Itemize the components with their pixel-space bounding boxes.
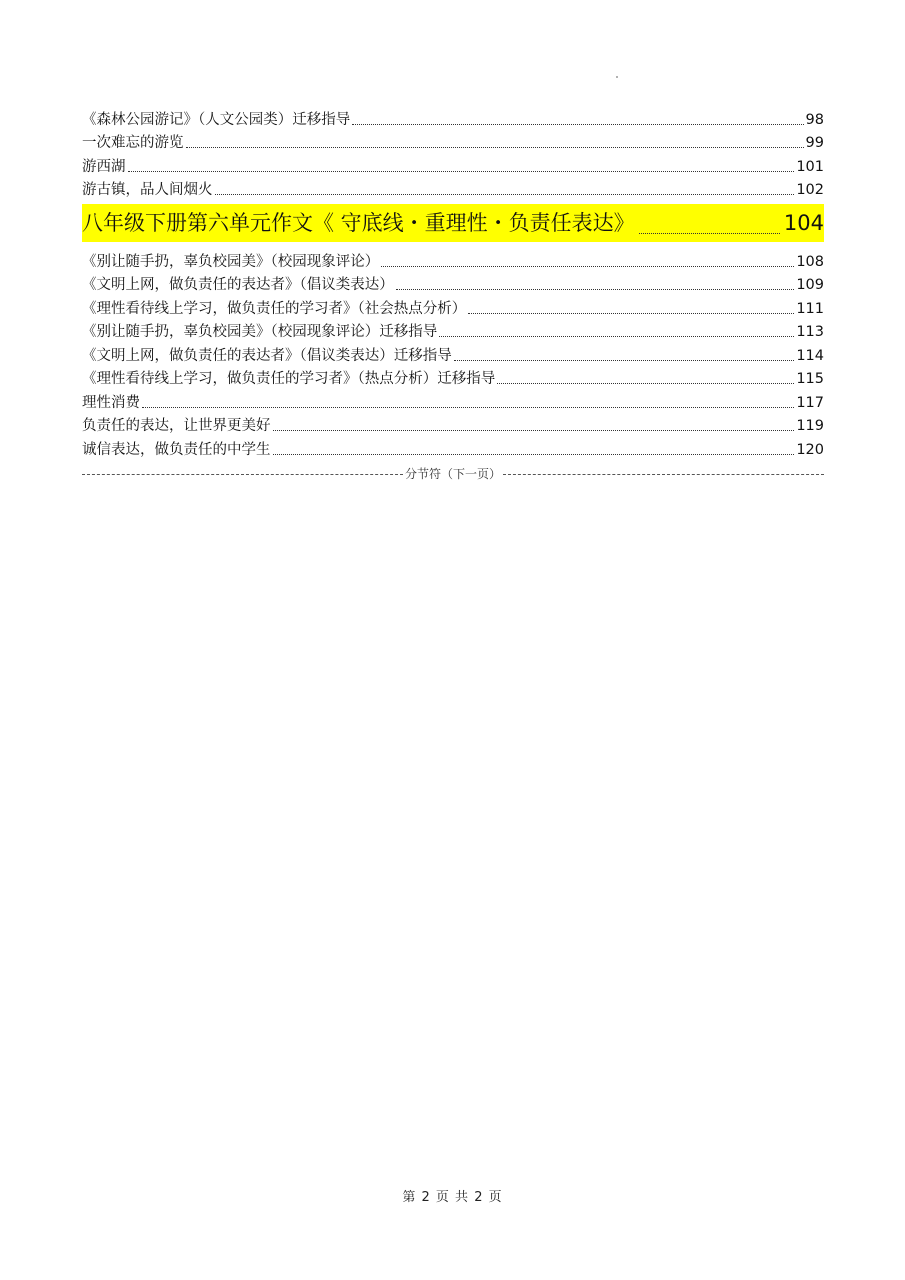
toc-entry-page: 98 bbox=[805, 111, 824, 128]
toc-entry-title: 一次难忘的游览 bbox=[82, 135, 184, 151]
toc-leader-dots bbox=[273, 430, 795, 431]
stray-dot bbox=[616, 76, 618, 78]
toc-leader-dots bbox=[186, 147, 804, 148]
toc-heading-page: 104 bbox=[783, 211, 824, 235]
section-break-label: 分节符（下一页） bbox=[405, 467, 502, 481]
toc-heading-highlighted[interactable] bbox=[82, 204, 824, 242]
toc-entry[interactable] bbox=[82, 389, 824, 413]
toc-entry-title: 《森林公园游记》（人文公园类）迁移指导 bbox=[82, 111, 351, 128]
toc-entry-page: 115 bbox=[796, 371, 824, 387]
toc-entry-title: 《别让随手扔，辜负校园美》（校园现象评论）迁移指导 bbox=[82, 324, 438, 340]
toc-entry-title: 诚信表达，做负责任的中学生 bbox=[82, 441, 271, 458]
toc-entry-title: 游古镇，品人间烟火 bbox=[82, 182, 213, 198]
toc-leader-dots bbox=[639, 233, 780, 234]
toc-entry-title: 游西湖 bbox=[82, 158, 126, 175]
toc-entry-page: 108 bbox=[796, 253, 824, 270]
toc-leader-dots bbox=[273, 454, 795, 455]
section-break-line-left bbox=[82, 474, 403, 475]
toc-entry[interactable] bbox=[82, 130, 824, 154]
toc-entry-page: 119 bbox=[796, 418, 824, 434]
table-of-contents bbox=[82, 106, 824, 460]
toc-entry-page: 114 bbox=[796, 347, 824, 364]
toc-leader-dots bbox=[497, 383, 794, 384]
toc-entry[interactable] bbox=[82, 413, 824, 437]
toc-entry[interactable] bbox=[82, 342, 824, 366]
toc-entry[interactable] bbox=[82, 177, 824, 201]
toc-entry[interactable] bbox=[82, 248, 824, 272]
toc-entry-page: 99 bbox=[805, 135, 824, 151]
toc-entry-title: 负责任的表达，让世界更美好 bbox=[82, 418, 271, 434]
toc-entry-page: 101 bbox=[796, 158, 824, 175]
page-footer: 第 2 页 共 2 页 bbox=[402, 1190, 503, 1205]
toc-heading-title: 八年级下册第六单元作文《 守底线・重理性・负责任表达》 bbox=[82, 211, 635, 235]
toc-leader-dots bbox=[454, 360, 795, 361]
toc-entry-page: 109 bbox=[796, 277, 824, 293]
toc-leader-dots bbox=[128, 171, 795, 172]
toc-entry-page: 111 bbox=[796, 300, 824, 317]
toc-entry[interactable] bbox=[82, 319, 824, 343]
toc-entry-title: 《别让随手扔，辜负校园美》（校园现象评论） bbox=[82, 253, 380, 270]
toc-entry[interactable] bbox=[82, 272, 824, 296]
toc-leader-dots bbox=[352, 124, 803, 125]
toc-entry[interactable] bbox=[82, 366, 824, 390]
toc-entry-page: 102 bbox=[796, 182, 824, 198]
toc-leader-dots bbox=[215, 194, 795, 195]
toc-leader-dots bbox=[142, 407, 794, 408]
section-break-line-right bbox=[503, 474, 824, 475]
toc-leader-dots bbox=[439, 336, 794, 337]
toc-entry[interactable] bbox=[82, 295, 824, 319]
toc-entry[interactable] bbox=[82, 153, 824, 177]
toc-entry-title: 理性消费 bbox=[82, 394, 140, 411]
toc-entry-title: 《理性看待线上学习，做负责任的学习者》（热点分析）迁移指导 bbox=[82, 371, 496, 387]
toc-entry-title: 《文明上网，做负责任的表达者》（倡议类表达） bbox=[82, 277, 394, 293]
toc-entry-title: 《理性看待线上学习，做负责任的学习者》（社会热点分析） bbox=[82, 300, 467, 317]
toc-leader-dots bbox=[381, 266, 794, 267]
toc-leader-dots bbox=[396, 289, 795, 290]
toc-leader-dots bbox=[468, 313, 794, 314]
toc-entry[interactable] bbox=[82, 436, 824, 460]
toc-entry[interactable] bbox=[82, 106, 824, 130]
toc-entry-page: 120 bbox=[796, 441, 824, 458]
toc-entry-page: 113 bbox=[796, 324, 824, 340]
section-break bbox=[82, 466, 824, 482]
toc-entry-title: 《文明上网，做负责任的表达者》（倡议类表达）迁移指导 bbox=[82, 347, 452, 364]
toc-entry-page: 117 bbox=[796, 394, 824, 411]
